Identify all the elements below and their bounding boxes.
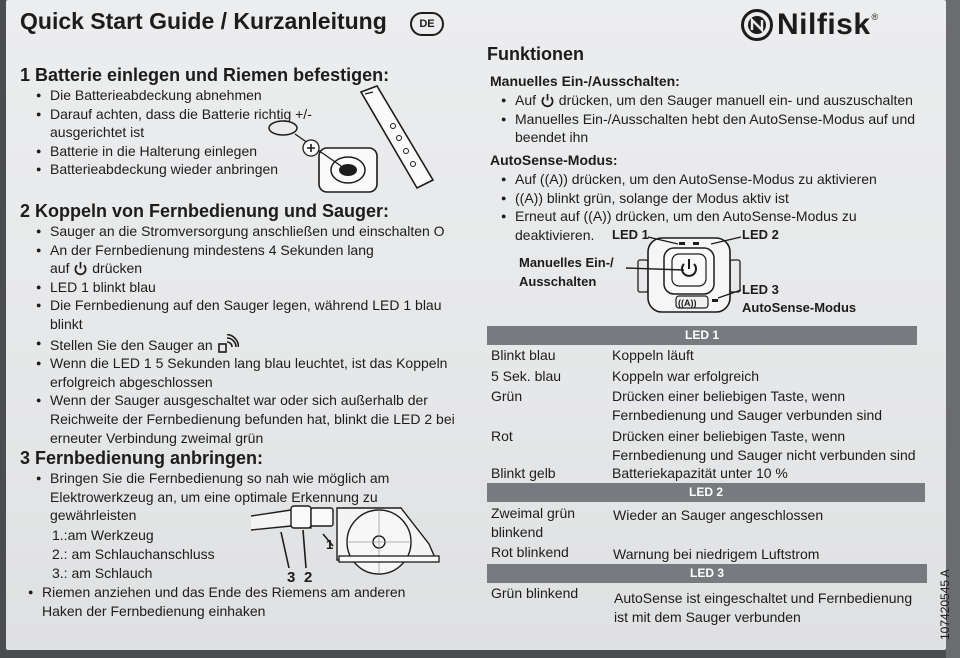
sub-item: 2.: am Schlauchanschluss: [52, 546, 215, 562]
list-item-text: Auf: [515, 92, 537, 108]
figure-label-2: 2: [304, 569, 313, 586]
led2-state: Zweimal grün blinkend: [491, 505, 576, 540]
brand-logo: [741, 8, 878, 42]
list-item-text: drücken: [92, 260, 143, 277]
section2-list: [36, 222, 474, 447]
diagram-leader-lines: [606, 232, 756, 312]
list-item-text: An der Fernbedienung mindestens 4 Sekunden lang: [50, 241, 374, 258]
led2-label: LED 2: [742, 227, 779, 242]
list-item: ● ((A)) blinkt grün, solange der Modus aktiv ist: [501, 189, 901, 208]
wireless-signal-icon: [217, 334, 239, 354]
led1-meaning: Drücken einer beliebigen Taste, wenn Fernbedienung und Sauger verbunden sind: [612, 388, 883, 423]
quick-start-card: [6, 0, 952, 650]
section3-outro: [28, 583, 408, 620]
led1-state: Blinkt gelb: [491, 465, 556, 481]
autosense-title: AutoSense-Modus:: [490, 152, 618, 168]
list-item: ● Darauf achten, dass die Batterie richtig +/- ausgerichtet ist: [36, 105, 326, 142]
led1-meaning: Koppeln war erfolgreich: [612, 368, 760, 384]
led1-state: Blinkt blau: [491, 347, 556, 363]
led1-state: Rot: [491, 428, 513, 444]
power-icon: [73, 261, 88, 276]
page-title: Quick Start Guide / Kurzanleitung: [20, 8, 387, 34]
led1-label: LED 1: [612, 227, 649, 242]
list-item: [36, 241, 474, 278]
led3-header: LED 3: [487, 564, 927, 583]
tool-mounting-illustration: [251, 500, 446, 585]
battery-strap-illustration: [261, 84, 436, 199]
led2-meaning: Wieder an Sauger angeschlossen: [613, 507, 824, 523]
led1-meaning: Koppeln läuft: [612, 347, 694, 363]
language-badge: DE: [410, 12, 444, 36]
list-item: ● LED 1 blinkt blau: [36, 278, 474, 297]
list-item: ● Bringen Sie die Fernbedienung so nah wie möglich am Elektrowerkzeug an, um eine optimale Erkennung zu gewährleisten: [36, 469, 416, 525]
led2-state: Rot blinkend: [491, 544, 569, 560]
sub-item: 1.:am Werkzeug: [52, 527, 154, 543]
list-item: ● Erneut auf ((A)) drücken, um den AutoSense-Modus zu deaktivieren.: [501, 207, 901, 244]
document-number: 107420545 A: [938, 569, 952, 640]
list-item-text: auf: [50, 260, 70, 277]
list-item: ● Batterieabdeckung wieder anbringen: [36, 160, 326, 179]
list-item: ● Riemen anziehen und das Ende des Riemens am anderen Haken der Fernbedienung einhaken: [28, 583, 408, 620]
list-item: ● Die Batterieabdeckung abnehmen: [36, 86, 326, 105]
autosense-mode-label: AutoSense-Modus: [742, 300, 857, 315]
led1-state: 5 Sek. blau: [491, 368, 562, 384]
section3-sublist: [24, 526, 215, 583]
list-item: ● Wenn die LED 1 5 Sekunden lang blau leuchtet, ist das Koppeln erfolgreich abgeschlossen: [36, 354, 474, 391]
list-item: ● Wenn der Sauger ausgeschaltet war oder sich außerhalb der Reichweite der Fernbedienung befunden hat, blinkt die LED 2 bei erneuter Verbindung zweimal grün: [36, 391, 474, 447]
list-item: ● Manuelles Ein-/Ausschalten hebt den AutoSense-Modus auf und beendet ihn: [501, 110, 921, 147]
manual-list: [501, 91, 921, 147]
power-icon: [540, 93, 555, 108]
led3-meaning: AutoSense ist eingeschaltet und Fernbedienung ist mit dem Sauger verbunden: [614, 590, 913, 625]
autosense-button-label: ((A)): [678, 298, 697, 308]
section3-title: 3 Fernbedienung anbringen:: [20, 448, 264, 468]
led1-state: Grün: [491, 388, 523, 404]
section2-title: 2 Koppeln von Fernbedienung und Sauger:: [20, 201, 390, 221]
manual-title: Manuelles Ein-/Ausschalten:: [490, 73, 680, 89]
nilfisk-emblem-icon: [741, 9, 773, 41]
section1-title: 1 Batterie einlegen und Riemen befestigen:: [20, 65, 390, 85]
list-item: ● Sauger an die Stromversorgung anschließen und einschalten O: [36, 222, 474, 241]
figure-label-1: 1: [326, 537, 334, 552]
list-item: ● Batterie in die Halterung einlegen: [36, 142, 326, 161]
list-item: [501, 91, 921, 110]
manual-switch-label: Manuelles Ein-/ Ausschalten: [519, 255, 614, 289]
led1-header: LED 1: [487, 326, 917, 345]
list-item: ● Die Fernbedienung auf den Sauger legen, während LED 1 blau blinkt: [36, 296, 474, 333]
led3-state: Grün blinkend: [491, 585, 579, 601]
led2-meaning: Warnung bei niedrigem Luftstrom: [613, 546, 820, 562]
list-item: ● Auf ((A)) drücken, um den AutoSense-Modus zu aktivieren: [501, 170, 901, 189]
led1-meaning: Batteriekapazität unter 10 %: [612, 465, 788, 481]
brand-name: Nilfisk: [777, 8, 871, 41]
sub-item: 3.: am Schlauch: [52, 565, 153, 581]
led3-label: LED 3: [742, 282, 779, 297]
list-item: [36, 334, 474, 355]
led1-meaning: Drücken einer beliebigen Taste, wenn Fernbedienung und Sauger nicht verbunden sind: [612, 428, 916, 463]
background-edge: [946, 0, 960, 658]
figure-label-3: 3: [287, 569, 296, 586]
led2-header: LED 2: [487, 483, 925, 502]
registered-mark: ®: [871, 12, 879, 22]
list-item-text: drücken, um den Sauger manuell ein- und auszuschalten: [558, 92, 913, 108]
functions-title: Funktionen: [487, 44, 584, 64]
list-item-text: Stellen Sie den Sauger an: [50, 336, 213, 353]
